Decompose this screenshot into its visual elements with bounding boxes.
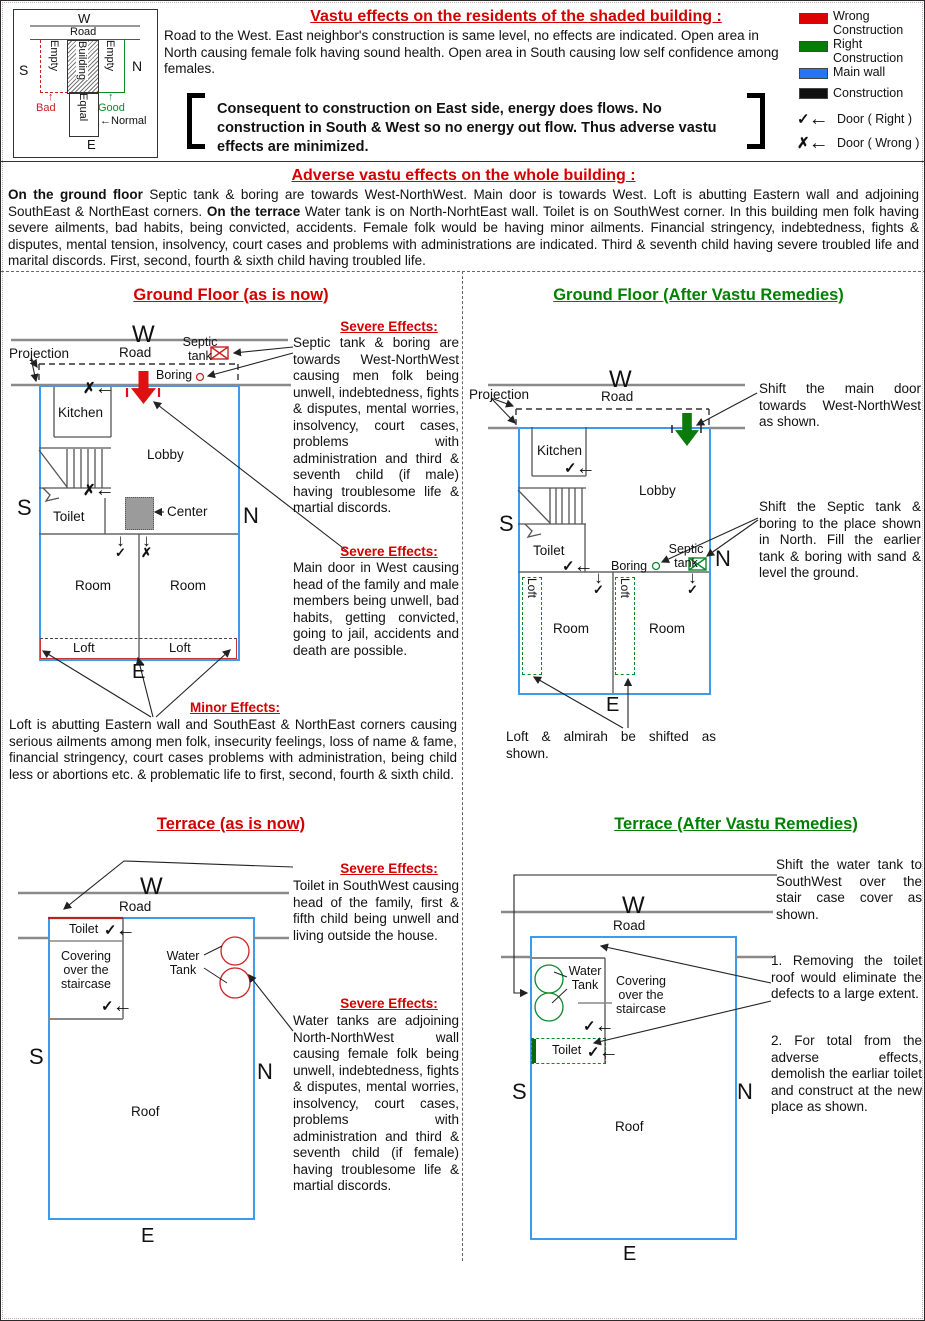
tr-fix-toilet-door: ✓ ← xyxy=(587,1041,618,1063)
gf-fix-title: Ground Floor (After Vastu Remedies) xyxy=(553,286,844,304)
tr-fix-south: S xyxy=(512,1079,527,1104)
gf-fix-kitchen-door-right: ✓ ← xyxy=(564,457,595,479)
bad-arrow-icon: ↑ xyxy=(48,91,54,103)
gf-fix-loft-left xyxy=(522,577,542,675)
legend-right-swatch xyxy=(799,41,828,52)
gf-fix-note-septic: Shift the Septic tank & boring to the place shown in North. Fill the earlier tank & boring with sand & level the ground. xyxy=(759,499,921,580)
tr-now-south: S xyxy=(29,1044,44,1069)
mini-equal-box xyxy=(69,92,99,137)
mini-building-label: Building xyxy=(76,41,88,81)
gf-now-room-right-label: Room xyxy=(169,578,206,593)
whole-building-title: Adverse vastu effects on the whole building : xyxy=(291,167,636,184)
tr-fix-covering-label: Covering over the staircase xyxy=(615,974,667,1016)
gf-now-lobby-label: Lobby xyxy=(147,447,184,462)
tr-now-roof-label: Roof xyxy=(131,1104,160,1119)
tr-now-toilet-label: Toilet xyxy=(69,922,99,936)
tr-now-covering-label: Covering over the staircase xyxy=(60,949,112,991)
legend-door-wrong-icon: ✗ ← xyxy=(797,132,828,154)
gf-fix-loft-right xyxy=(615,577,635,675)
legend-wrong-label: Wrong Construction xyxy=(833,9,904,37)
tr-fix-east: E xyxy=(623,1243,637,1265)
gf-now-projection-label: Projection xyxy=(9,346,70,361)
tr-now-severe1-text: Toilet in SouthWest causing head of the family, first & fifth child being unwell and living outside the house. xyxy=(293,878,459,943)
gf-fix-room-right-label: Room xyxy=(649,621,686,636)
tr-now-toilet-door: ✓ ← xyxy=(104,919,135,941)
legend-door-wrong-label: Door ( Wrong ) xyxy=(837,136,920,150)
legend-construction-label: Construction xyxy=(833,86,904,100)
left-bracket-glyph xyxy=(187,93,205,149)
tr-now-road-label: Road xyxy=(119,899,152,914)
gf-now-severe1-title: Severe Effects: xyxy=(340,319,438,334)
gf-now-west: W xyxy=(132,321,155,348)
gf-fix-kitchen-label: Kitchen xyxy=(537,443,583,458)
tr-fix-roof-label: Roof xyxy=(615,1119,644,1134)
mini-west-label: W xyxy=(78,11,91,26)
header-body-text: Road to the West. East neighbor's construction is same level, no effects are indicated. Open area in North causing female folk having sound health. Open area in South causing low self confidence among females. xyxy=(164,28,779,76)
gf-now-south: S xyxy=(17,495,32,520)
gf-now-door-wrong-2: ✗ ← xyxy=(83,479,114,501)
mini-site-diagram xyxy=(13,9,158,158)
mini-empty-north-box xyxy=(97,40,125,93)
gf-fix-toilet-label: Toilet xyxy=(533,543,565,558)
gf-fix-room-door-right: ↓ ✓ xyxy=(687,568,698,597)
gf-now-room-door-right: ↓ ✓ xyxy=(115,531,126,560)
gf-now-septic-label: Septic tank xyxy=(182,335,218,363)
tr-fix-toilet-wall xyxy=(532,1039,536,1063)
tr-fix-title: Terrace (After Vastu Remedies) xyxy=(614,815,858,833)
tr-fix-watertank-label: Water Tank xyxy=(568,964,602,992)
tr-fix-note-tank: Shift the water tank to SouthWest over the stair case cover as shown. xyxy=(776,857,922,922)
projection-dashed-q2 xyxy=(516,409,709,426)
tr-fix-note-1: 1. Removing the toilet roof would eliminate the defects to a large extent. xyxy=(771,953,922,1001)
gf-now-title: Ground Floor (as is now) xyxy=(133,286,329,304)
page-title: Vastu effects on the residents of the shaded building : xyxy=(310,8,722,25)
mini-empty-south-label: Empty xyxy=(48,40,60,72)
mini-bad-label: Bad xyxy=(36,102,56,114)
mini-road-label: Road xyxy=(70,26,97,38)
gf-now-severe1-text: Septic tank & boring are towards West-NorthWest causing men folk being unwell, indebtedness, fights & disputes, mental worries, insolvency, court cases, problems with administration and third & seventh child (if male) having troublesome life & martial discords. xyxy=(293,335,459,515)
gf-fix-room-left-label: Room xyxy=(553,621,590,636)
gf-fix-loft-right-label: Loft xyxy=(618,578,632,599)
tr-now-west: W xyxy=(140,873,163,900)
tr-fix-stair-door: ✓ ← xyxy=(583,1015,614,1037)
gf-now-minor-title: Minor Effects: xyxy=(189,700,280,715)
mini-south-label: S xyxy=(19,62,29,78)
gf-fix-room-door-left: ↓ ✓ xyxy=(593,568,604,597)
tr-fix-north: N xyxy=(737,1079,753,1104)
legend-mainwall-swatch xyxy=(799,68,828,79)
tr-fix-note-2: 2. For total from the adverse effects, demolish the earliar toilet and construct at the new place as shown. xyxy=(771,1033,922,1114)
ground-floor-bold: On the ground floor xyxy=(8,187,143,202)
legend-mainwall-label: Main wall xyxy=(833,65,886,79)
tr-now-title: Terrace (as is now) xyxy=(156,815,306,833)
whole-building-text: On the ground floor Septic tank & boring are towards West-NorthWest. Main door is towards West. Loft is abutting Eastern wall and adjoining SouthEast & NorthEast corners. On the terrace Water tank is on North-NorhtEast wall. Toilet is on SouthWest corner. In this building men folk having severe ailments, bad habits, being convicted, accidents. Female folk would be having minor ailments. Financial stringency, indebtedness, fights & disputes, mental tension, insolvency, court cases and problems with administrations are indicated. Third & seventh child having severe troubled life and marital discords. First, second, fourth & sixth child having troubled life. xyxy=(8,187,919,268)
mini-normal-label: ←Normal xyxy=(100,115,147,127)
gf-now-boring-label: Boring xyxy=(156,368,193,382)
mini-empty-south-box xyxy=(40,40,68,93)
normal-arrow-icon: ← xyxy=(100,115,111,127)
tr-now-severe2-title: Severe Effects: xyxy=(340,996,438,1011)
tr-fix-west: W xyxy=(622,892,645,919)
gf-now-road-label: Road xyxy=(119,345,152,360)
gf-fix-toilet-door-right: ✓ ← xyxy=(562,555,593,577)
mini-good-label: Good xyxy=(98,102,125,114)
gf-now-door-wrong-1: ✗ ← xyxy=(83,377,114,399)
tr-now-east: E xyxy=(141,1225,155,1247)
gf-fix-south: S xyxy=(499,511,514,536)
mini-building-box xyxy=(67,40,99,94)
gf-fix-west: W xyxy=(609,366,632,393)
terrace-bold: On the terrace xyxy=(206,203,301,219)
gf-now-severe2-title: Severe Effects: xyxy=(340,544,438,559)
gf-now-kitchen-label: Kitchen xyxy=(58,405,104,420)
mini-equal-label: Equal xyxy=(77,93,89,122)
tr-now-north: N xyxy=(257,1059,273,1084)
bracket-note xyxy=(187,93,765,155)
gf-now-toilet-label: Toilet xyxy=(53,509,85,524)
gf-fix-loft-left-label: Loft xyxy=(525,578,539,599)
mini-east-label: E xyxy=(87,137,96,152)
boring-circle-icon xyxy=(197,374,204,381)
tr-fix-road-label: Road xyxy=(613,918,646,933)
bracket-note-text: Consequent to construction on East side, energy does flows. No construction in South & West so no energy out flow. Thus adverse vastu effects are minimized. xyxy=(217,101,717,155)
gf-now-severe2-text: Main door in West causing head of the family and male members being unwell, bad habits, getting convicted, going to jail, accidents and death are possible. xyxy=(293,560,459,658)
gf-fix-septic-label: Septic tank xyxy=(668,542,704,570)
section-divider-2 xyxy=(1,271,925,272)
gf-now-loft-left-label: Loft xyxy=(73,640,95,655)
gf-fix-note-loft: Loft & almirah be shifted as shown. xyxy=(506,729,716,761)
gf-fix-lobby-label: Lobby xyxy=(639,483,676,498)
quadrant-divider xyxy=(462,271,463,1261)
legend-right-label: Right Construction xyxy=(833,37,904,65)
gf-now-center-label: Center xyxy=(167,504,208,519)
gf-fix-boring-label: Boring xyxy=(611,559,648,573)
gf-fix-note-door: Shift the main door towards West-NorthWest as shown. xyxy=(759,381,921,429)
tr-now-severe2-text: Water tanks are adjoining North-NorthWest wall causing female folk being unwell, indebtedness, fights & disputes, mental worries, insolvency, court cases, problems with administration and third & seventh child (if female) having troublesome life & martial discords. xyxy=(293,1013,459,1193)
right-bracket-glyph xyxy=(747,93,765,149)
legend-wrong-swatch xyxy=(799,13,828,24)
gf-now-east: E xyxy=(132,661,146,683)
gf-now-room-left-label: Room xyxy=(74,578,111,593)
gf-now-minor-text: Loft is abutting Eastern wall and SouthEast & NorthEast corners causing serious ailments among men folk, insecurity feelings, loss of name & fame, financial stringency, court cases problems with administration, being child less or abortions etc. & problematic life to first, second, fourth & sixth child. xyxy=(9,717,457,782)
mini-north-label: N xyxy=(132,58,143,74)
gf-now-loft-right-label: Loft xyxy=(169,640,191,655)
tr-fix-toilet-label: Toilet xyxy=(552,1043,582,1057)
tr-now-stair-door: ✓ ← xyxy=(101,995,132,1017)
gf-now-north: N xyxy=(243,503,259,528)
tr-now-severe1-title: Severe Effects: xyxy=(340,861,438,876)
gf-now-room-door-wrong: ↓ ✗ xyxy=(141,531,152,560)
center-square xyxy=(125,497,154,530)
mini-empty-north-label: Empty xyxy=(104,40,116,72)
section-divider-1 xyxy=(1,161,925,162)
gf-fix-projection-label: Projection xyxy=(469,387,530,402)
legend-door-right-label: Door ( Right ) xyxy=(837,112,913,126)
gf-fix-road-label: Road xyxy=(601,389,634,404)
gf-fix-east: E xyxy=(606,694,620,716)
legend-construction-swatch xyxy=(799,88,828,99)
gf-fix-north: N xyxy=(715,546,731,571)
good-arrow-icon: ↑ xyxy=(108,91,114,103)
tr-now-watertank-label: Water Tank xyxy=(166,949,200,977)
gf-now-loft-strip xyxy=(40,638,237,659)
legend-door-right-icon: ✓ ← xyxy=(797,108,828,130)
